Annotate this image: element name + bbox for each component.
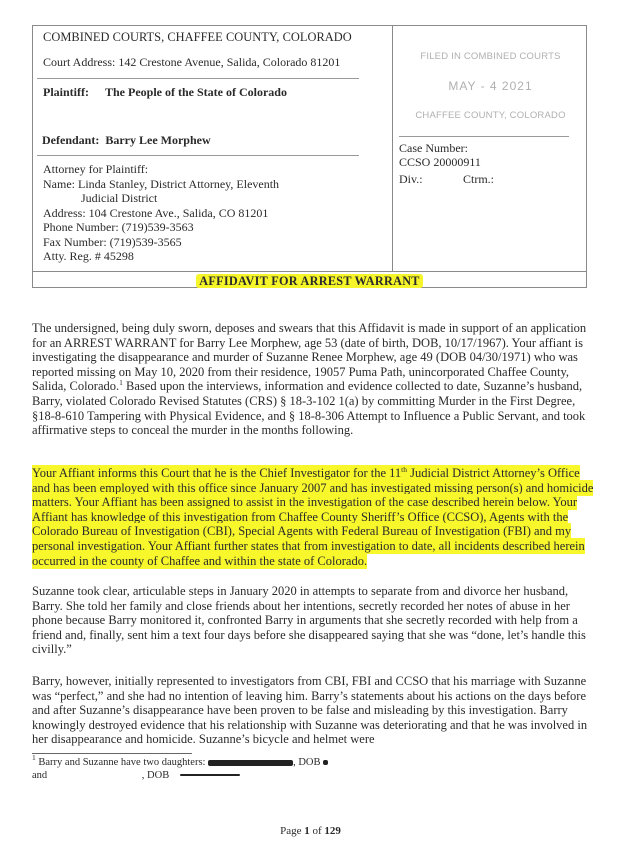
case-caption-box xyxy=(32,25,587,288)
filed-stamp-county: CHAFFEE COUNTY, COLORADO xyxy=(415,110,566,121)
divider xyxy=(37,155,359,156)
attorney-fax: Fax Number: (719)539-3565 xyxy=(43,234,182,249)
ordinal-superscript: th xyxy=(401,465,408,474)
footnote-text: and xyxy=(32,769,48,781)
plaintiff-line xyxy=(43,85,287,100)
division-courtroom xyxy=(399,172,495,187)
caption-left-column xyxy=(33,26,392,271)
defendant-line xyxy=(42,133,211,148)
redaction-mark xyxy=(208,760,293,766)
paragraph-text: The undersigned, being duly sworn, deposes and swears that this Affidavit is made in support of an application for an ARREST WARRANT for Barry Lee Morphew, age 53 (date of birth, DOB, 10/17/1967). Your affiant is investigating the disappearance and murder of Suzanne Renee Morphew, age 49 (DOB 04/30/1971) who was reported missing on May 10, 2020 from their residence, 19057 Puma Path, unincorporated Chaffee County, Salida, Colorado. xyxy=(32,321,587,394)
document-title-row xyxy=(33,271,586,288)
case-number-value: CCSO 20000911 xyxy=(399,155,481,169)
filed-stamp-line: FILED IN COMBINED COURTS xyxy=(420,51,561,62)
page-number xyxy=(0,825,621,837)
attorney-district: Judicial District xyxy=(81,191,158,205)
attorney-address: Address: 104 Crestone Ave., Salida, CO 81201 xyxy=(43,205,269,220)
case-number-block xyxy=(399,141,481,169)
page-current: 1 xyxy=(304,825,310,837)
footnote-line xyxy=(32,753,412,770)
paragraph-text: Your Affiant informs this Court that he is the Chief Investigator for the 11 xyxy=(32,466,402,480)
court-address: Court Address: 142 Crestone Avenue, Salida, Colorado 81201 xyxy=(43,55,341,69)
plaintiff-value: The People of the State of Colorado xyxy=(105,85,287,99)
case-number-label: Case Number: xyxy=(399,141,468,155)
footnote-divider xyxy=(32,753,192,754)
division-label: Div.: xyxy=(399,172,423,186)
court-name: COMBINED COURTS, CHAFFEE COUNTY, COLORADO xyxy=(43,30,352,44)
redaction-mark xyxy=(323,760,328,765)
document-title: AFFIDAVIT FOR ARREST WARRANT xyxy=(196,274,422,288)
footnote-text: , DOB xyxy=(141,769,170,781)
footnote xyxy=(32,753,412,782)
page-total: 129 xyxy=(324,825,341,837)
footnote-text: Barry and Suzanne have two daughters: xyxy=(38,757,206,768)
paragraph-divorce-steps: Suzanne took clear, articulable steps in January 2020 in attempts to separate from and divorce her husband, Barry. She told her family and close friends about her intentions, secretly recorded her notes of abuse in her phone because Barry monitored it, confronted Barry in arguments that she secretly recorded with help from a friend and, finally, sent him a text four days before she disappeared saying that she was “done, let’s handle this civilly.” xyxy=(32,584,586,657)
defendant-value: Barry Lee Morphew xyxy=(105,133,211,147)
attorney-phone: Phone Number: (719)539-3563 xyxy=(43,220,194,234)
courtroom-label: Ctrm.: xyxy=(463,172,495,186)
redaction-mark xyxy=(180,774,240,776)
page-of: of xyxy=(309,825,325,837)
footnote-text: , DOB xyxy=(293,757,321,768)
divider xyxy=(37,78,359,79)
attorney-heading: Attorney for Plaintiff: xyxy=(43,162,149,176)
attorney-name: Name: Linda Stanley, District Attorney, Eleventh xyxy=(43,176,280,191)
footnote-line xyxy=(32,770,412,783)
attorney-reg-number: Atty. Reg. # 45298 xyxy=(43,249,134,263)
paragraph-text: Judicial District Attorney’s Office and has been employed with this office since January 2007 and has investigated missing person(s) and homicide matters. Your Affiant has been assigned to assist in the investigation of the case described herein below. Your Affiant has knowledge of this investigation from Chaffee County Sheriff’s Office (CCSO), Agents with the Colorado Bureau of Investigation (CBI), Special Agents with Federal Bureau of Investigation (FBI) and my personal investigation. Your Affiant further states that from investigation to date, all incidents described herein occurred in the county of Chaffee and within the state of Colorado. xyxy=(32,466,594,568)
footnote-number: 1 xyxy=(32,753,36,762)
paragraph-barry-statements: Barry, however, initially represented to investigators from CBI, FBI and CCSO that his marriage with Suzanne was “perfect,” and she had no intention of leaving him. Barry’s statements about his actions on the days before and after Suzanne’s disappearance have been proven to be false and misleading by this investigation. Barry knowingly destroyed evidence that his relationship with Suzanne was deteriorating and that he was involved in her disappearance and homicide. Suzanne’s bicycle and helmet were xyxy=(32,674,588,747)
footnote-reference[interactable]: 1 xyxy=(119,378,123,388)
paragraph-affiant-credentials xyxy=(32,466,597,568)
paragraph-text: Based upon the interviews, information and evidence collected to date, Suzanne’s husband, Barry, violated Colorado Revised Statutes (CRS) § 18-3-102 1(a) by committing Murder in the First Degree, §18-8-610 Tampering with Physical Evidence, and § 18-8-306 Attempt to Influence a Public Servant, and took affirmative steps to conceal the murder in the months following. xyxy=(32,379,586,438)
filed-stamp-date: MAY - 4 2021 xyxy=(448,79,533,93)
highlighted-text xyxy=(32,465,593,569)
plaintiff-label: Plaintiff: xyxy=(43,85,89,99)
attorney-info xyxy=(43,162,279,264)
caption-right-column xyxy=(392,26,587,271)
divider xyxy=(399,136,569,137)
page-prefix: Page xyxy=(280,825,305,837)
paragraph-introduction xyxy=(32,321,597,438)
defendant-label: Defendant: xyxy=(42,133,100,147)
